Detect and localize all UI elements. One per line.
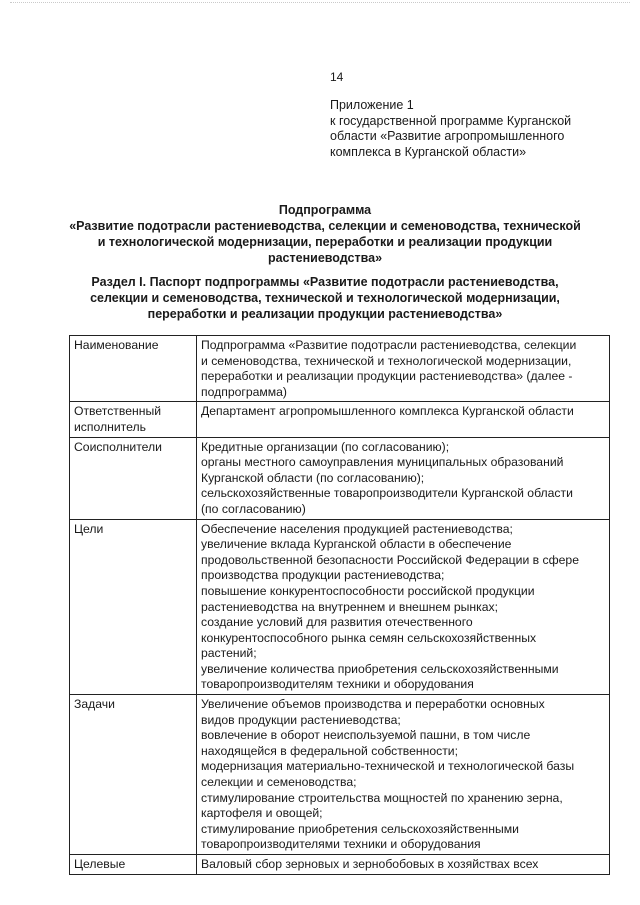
- passport-table: [69, 335, 610, 875]
- appendix-line: к государственной программе Курганской: [330, 113, 572, 128]
- page-number: 14: [330, 70, 344, 84]
- title-line: Подпрограмма: [278, 203, 372, 217]
- row-value-targets: Валовый сбор зерновых и зернобобовых в хозяйствах всех: [197, 855, 610, 875]
- table-row: [70, 855, 610, 875]
- row-label-targets: Целевые: [70, 855, 197, 875]
- table-row: [70, 402, 610, 437]
- row-value-tasks: Увеличение объемов производства и переработки основных видов продукции растениеводства; вовлечение в оборот неиспользуемой пашни, в том числе находящейся в федеральной собственности; модернизация материально-технической и технологической базы селекции и семеноводства; стимулирование строительства мощностей по хранению зерна, картофеля и овощей; стимулирование приобретения сельскохозяйственными товаропроизводителями техники и оборудования: [197, 695, 610, 855]
- row-value-executor: Департамент агропромышленного комплекса Курганской области: [197, 402, 610, 437]
- table-row: [70, 519, 610, 695]
- section-line: переработки и реализации продукции растениеводства»: [147, 307, 503, 321]
- row-value-goals: Обеспечение населения продукцией растениеводства; увеличение вклада Курганской области в обеспечение продовольственной безопасности Российской Федерации в сфере производства продукции растениеводства; повышение конкурентоспособности российской продукции растениеводства на внутреннем и внешнем рынках; создание условий для развития отечественного конкурентоспособного рынка семян сельскохозяйственных растений; увеличение количества приобретения сельскохозяйственными товаропроизводителям техники и оборудования: [197, 519, 610, 695]
- section-line: Раздел I. Паспорт подпрограммы «Развитие подотрасли растениеводства,: [91, 275, 559, 289]
- section-heading: [40, 274, 610, 322]
- subprogram-title: [40, 202, 610, 266]
- table-row: [70, 336, 610, 402]
- row-label-executor: Ответственный исполнитель: [70, 402, 197, 437]
- row-label-tasks: Задачи: [70, 695, 197, 855]
- appendix-block: [330, 98, 620, 160]
- table-row: [70, 695, 610, 855]
- appendix-line: комплекса в Курганской области»: [330, 144, 527, 159]
- table-row: [70, 437, 610, 519]
- row-value-name: Подпрограмма «Развитие подотрасли растениеводства, селекции и семеноводства, технической и технологической модернизации, переработки и реализации продукции растениеводства» (далее - подпрограмма): [197, 336, 610, 402]
- row-label-name: Наименование: [70, 336, 197, 402]
- section-line: селекции и семеноводства, технической и технологической модернизации,: [90, 291, 560, 305]
- row-value-coexecutors: Кредитные организации (по согласованию); органы местного самоуправления муниципальных образований Курганской области (по согласованию); сельскохозяйственные товаропроизводители Курганской области (по согласованию): [197, 437, 610, 519]
- scan-artifact-line: [10, 2, 630, 3]
- title-line: и технологической модернизации, переработки и реализации продукции: [97, 235, 553, 249]
- row-label-goals: Цели: [70, 519, 197, 695]
- row-label-coexecutors: Соисполнители: [70, 437, 197, 519]
- appendix-line: области «Развитие агропромышленного: [330, 129, 565, 143]
- title-line: растениеводства»: [267, 251, 383, 265]
- appendix-line: Приложение 1: [330, 98, 414, 112]
- title-line: «Развитие подотрасли растениеводства, селекции и семеноводства, технической: [69, 219, 581, 233]
